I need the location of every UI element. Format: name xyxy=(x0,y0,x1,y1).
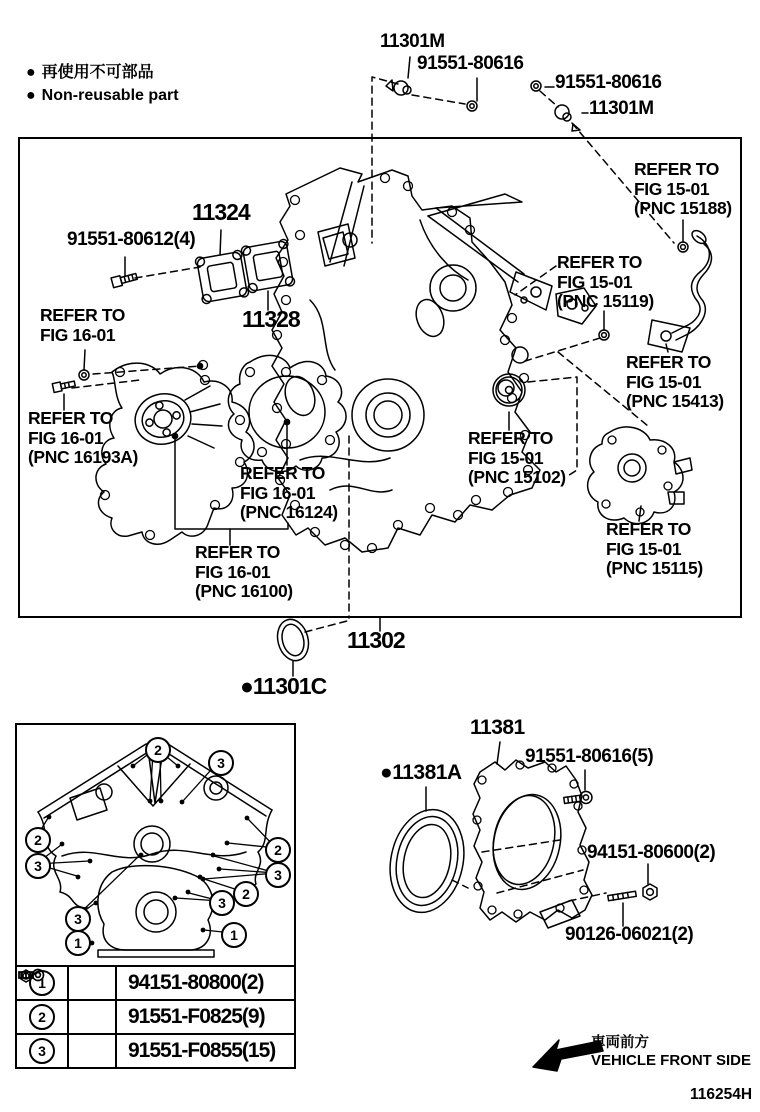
bolt-callout-1: 1 xyxy=(65,930,91,956)
part-label-91551-80616-top: 91551-80616 xyxy=(417,53,524,74)
table-row xyxy=(17,967,294,999)
refer-callout-pnc-15413 xyxy=(626,353,724,412)
callout-line: REFER TO xyxy=(240,463,325,483)
non-reusable-bullet-icon: ● xyxy=(240,673,253,699)
callout-line: (PNC 16100) xyxy=(195,581,293,601)
refer-callout-pnc-15188 xyxy=(634,160,732,219)
direction-label-jp: 車両前方 xyxy=(591,1035,649,1051)
part-label-11301m-right: 11301M xyxy=(589,98,654,119)
bolt-callout-2: 2 xyxy=(265,837,291,863)
refer-callout-pnc-16100 xyxy=(195,543,293,602)
callout-line: FIG 16-01 xyxy=(240,482,316,503)
part-label-94151-80600: 94151-80600(2) xyxy=(587,842,716,863)
legend-row-en xyxy=(26,84,179,107)
legend-row-jp xyxy=(26,61,179,84)
callout-line: FIG 15-01 xyxy=(626,371,702,392)
doc-number: 116254H xyxy=(690,1086,753,1103)
legend xyxy=(26,61,179,107)
part-label-11324: 11324 xyxy=(192,199,250,225)
part-label-11301m-top: 11301M xyxy=(380,31,445,52)
callout-line: FIG 16-01 xyxy=(40,324,116,345)
callout-line: FIG 16-01 xyxy=(28,427,104,448)
table-part-number: 91551-F0855(15) xyxy=(115,1035,294,1067)
part-label-11381a-text: 11381A xyxy=(392,761,462,784)
non-reusable-bullet-icon: ● xyxy=(26,64,36,81)
callout-line: FIG 16-01 xyxy=(195,561,271,582)
callout-line: REFER TO xyxy=(634,159,719,179)
callout-line: REFER TO xyxy=(626,352,711,372)
refer-callout-pnc-16193a xyxy=(28,409,138,468)
bolt-callout-3: 3 xyxy=(209,890,235,916)
row-number-badge: 3 xyxy=(29,1038,55,1064)
callout-line: (PNC 16124) xyxy=(240,502,338,522)
callout-line: (PNC 16193A) xyxy=(28,447,138,467)
bolt-callout-3: 3 xyxy=(65,906,91,932)
callout-line: (PNC 15188) xyxy=(634,198,732,218)
callout-line: REFER TO xyxy=(606,519,691,539)
part-label-11301c xyxy=(240,674,326,698)
direction-label-en: VEHICLE FRONT SIDE xyxy=(591,1052,752,1069)
refer-callout-pnc-15102 xyxy=(468,429,566,488)
table-part-number: 91551-F0825(9) xyxy=(115,1001,294,1033)
bolt-callout-2: 2 xyxy=(233,881,259,907)
callout-line: (PNC 15102) xyxy=(468,467,566,487)
refer-callout-fig16-01 xyxy=(40,306,125,345)
non-reusable-bullet-icon: ● xyxy=(380,761,393,784)
part-label-11301c-text: 11301C xyxy=(252,673,327,699)
fastener-table xyxy=(15,965,296,1069)
bolt-icon xyxy=(17,967,47,983)
callout-line: REFER TO xyxy=(40,305,125,325)
part-label-90126-06021: 90126-06021(2) xyxy=(565,924,694,945)
callout-line: FIG 15-01 xyxy=(468,447,544,468)
callout-line: REFER TO xyxy=(468,428,553,448)
callout-line: FIG 15-01 xyxy=(606,538,682,559)
refer-callout-pnc-16124 xyxy=(240,464,338,523)
bolt-callout-3: 3 xyxy=(265,862,291,888)
part-label-11328: 11328 xyxy=(242,306,300,332)
row-number-badge: 2 xyxy=(29,1004,55,1030)
refer-callout-pnc-15115 xyxy=(606,520,703,579)
part-label-11381a xyxy=(380,762,462,784)
legend-text-en: Non-reusable part xyxy=(41,87,179,104)
callout-line: (PNC 15115) xyxy=(606,558,703,578)
callout-line: (PNC 15413) xyxy=(626,391,724,411)
table-row xyxy=(17,1033,294,1067)
row-number-badge: 1 xyxy=(29,970,55,996)
part-label-91551-80612: 91551-80612(4) xyxy=(67,229,196,250)
callout-line: (PNC 15119) xyxy=(557,291,654,311)
legend-text-jp: 再使用不可部品 xyxy=(41,64,154,81)
callout-line: REFER TO xyxy=(557,252,642,272)
refer-callout-pnc-15119 xyxy=(557,253,654,312)
callout-line: REFER TO xyxy=(195,542,280,562)
part-label-11302: 11302 xyxy=(347,627,405,653)
part-label-91551-80616-5: 91551-80616(5) xyxy=(525,746,654,767)
bolt-callout-3: 3 xyxy=(25,853,51,879)
part-label-91551-80616-right: 91551-80616 xyxy=(555,72,662,93)
rear-seal-drawing xyxy=(381,803,473,920)
callout-line: REFER TO xyxy=(28,408,113,428)
table-part-number: 94151-80800(2) xyxy=(115,967,294,999)
callout-line: FIG 15-01 xyxy=(634,178,710,199)
part-label-11381: 11381 xyxy=(470,716,525,739)
bolt-callout-3: 3 xyxy=(208,750,234,776)
bolt-callout-1: 1 xyxy=(221,922,247,948)
bolt-callout-2: 2 xyxy=(25,827,51,853)
table-row xyxy=(17,999,294,1033)
front-seal-drawing xyxy=(273,616,313,664)
bolt-callout-2: 2 xyxy=(145,737,171,763)
non-reusable-bullet-icon: ● xyxy=(26,87,36,104)
callout-line: FIG 15-01 xyxy=(557,271,633,292)
